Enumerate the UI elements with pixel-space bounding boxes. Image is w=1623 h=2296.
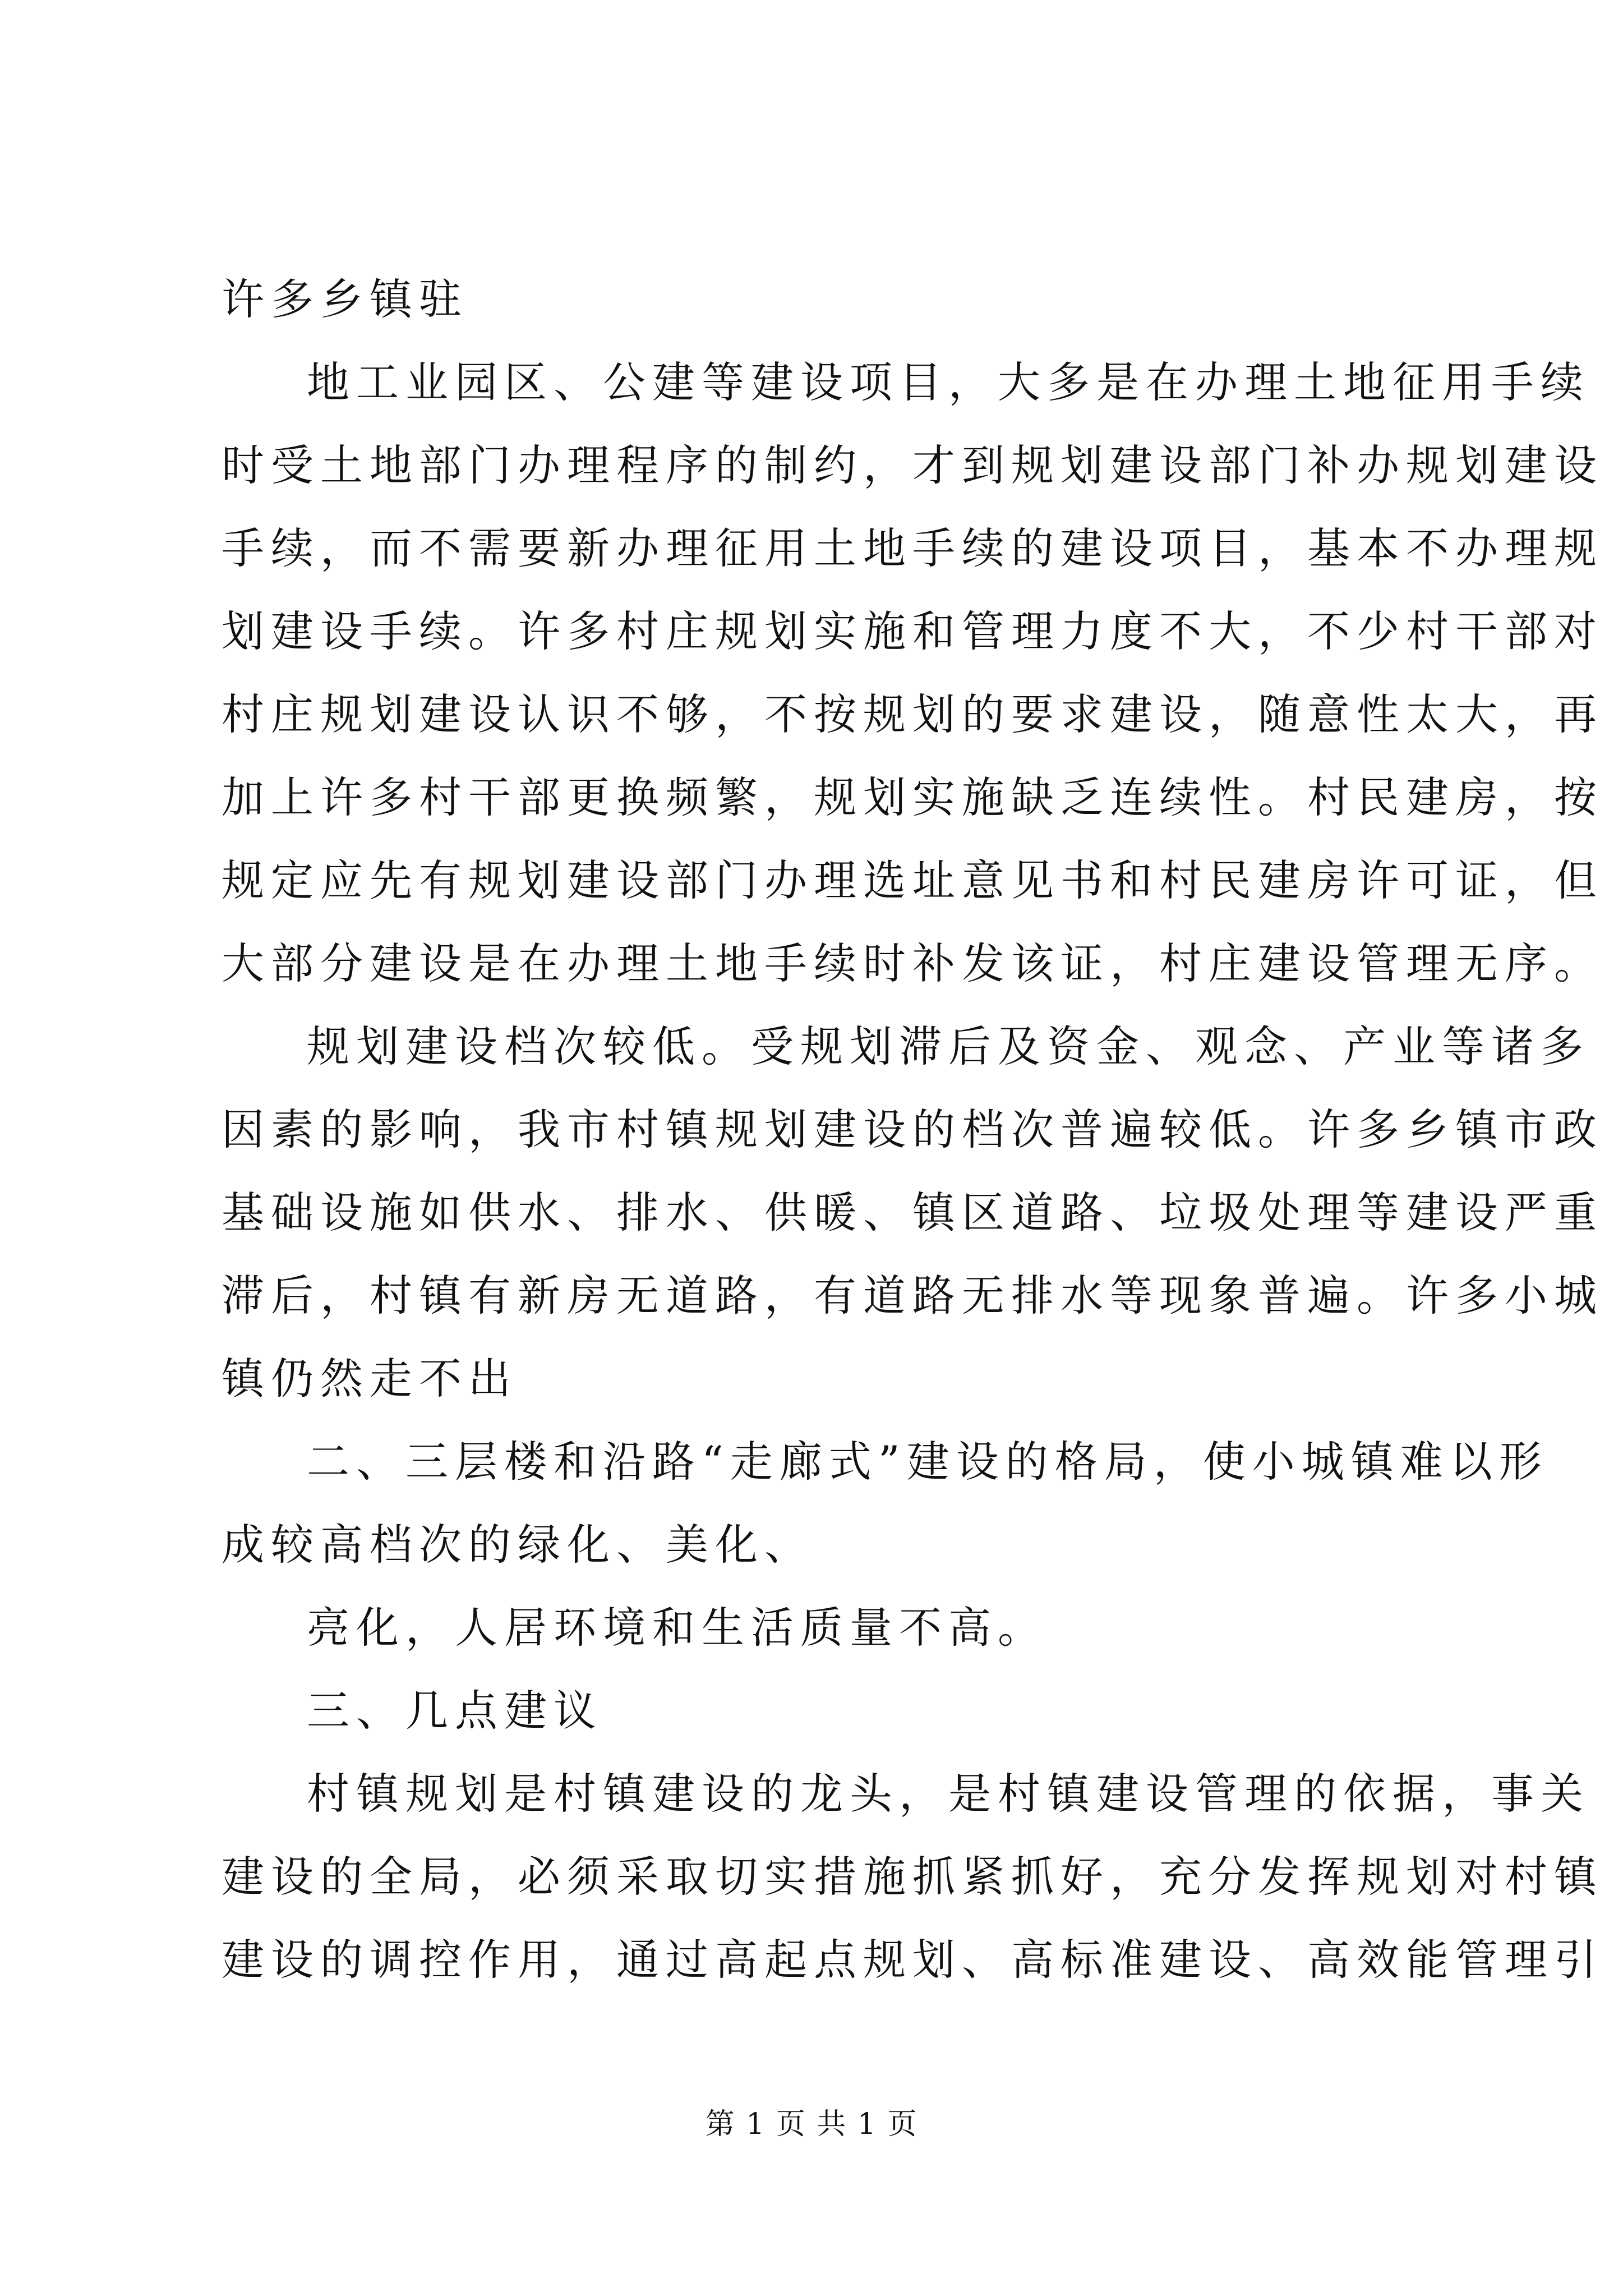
text-line: 镇仍然走不出 — [222, 1354, 518, 1404]
text-line: 许多乡镇驻 — [222, 274, 468, 324]
text-line: 建设的全局，必须采取切实措施抓紧抓好，充分发挥规划对村镇 — [222, 1852, 1603, 1902]
text-line: 二、三层楼和沿路“走廊式”建设的格局，使小城镇难以形 — [307, 1437, 1548, 1487]
text-line: 因素的影响，我市村镇规划建设的档次普遍较低。许多乡镇市政 — [222, 1105, 1603, 1154]
text-line: 地工业园区、公建等建设项目，大多是在办理土地征用手续 — [307, 357, 1590, 407]
document-body — [222, 258, 1603, 2001]
text-line: 时受土地部门办理程序的制约，才到规划建设部门补办规划建设 — [222, 440, 1603, 490]
text-line: 划建设手续。许多村庄规划实施和管理力度不大，不少村干部对 — [222, 606, 1603, 656]
text-line: 基础设施如供水、排水、供暖、镇区道路、垃圾处理等建设严重 — [222, 1188, 1603, 1237]
text-line: 滞后，村镇有新房无道路，有道路无排水等现象普遍。许多小城 — [222, 1271, 1603, 1320]
text-line: 村镇规划是村镇建设的龙头，是村镇建设管理的依据，事关 — [307, 1769, 1590, 1819]
text-line: 手续，而不需要新办理征用土地手续的建设项目，基本不办理规 — [222, 523, 1603, 573]
text-line: 亮化，人居环境和生活质量不高。 — [307, 1603, 1047, 1653]
page-footer: 第 1 页 共 1 页 — [705, 2108, 918, 2141]
text-line: 大部分建设是在办理土地手续时补发该证，村庄建设管理无序。 — [222, 938, 1603, 988]
text-line: 村庄规划建设认识不够，不按规划的要求建设，随意性太大，再 — [222, 689, 1603, 739]
text-line: 成较高档次的绿化、美化、 — [222, 1520, 814, 1570]
text-line: 三、几点建议 — [307, 1686, 603, 1736]
text-line: 建设的调控作用，通过高起点规划、高标准建设、高效能管理引 — [222, 1935, 1603, 1985]
text-line: 加上许多村干部更换频繁，规划实施缺乏连续性。村民建房，按 — [222, 772, 1603, 822]
text-line: 规定应先有规划建设部门办理选址意见书和村民建房许可证，但 — [222, 855, 1603, 905]
text-line: 规划建设档次较低。受规划滞后及资金、观念、产业等诸多 — [307, 1022, 1590, 1071]
